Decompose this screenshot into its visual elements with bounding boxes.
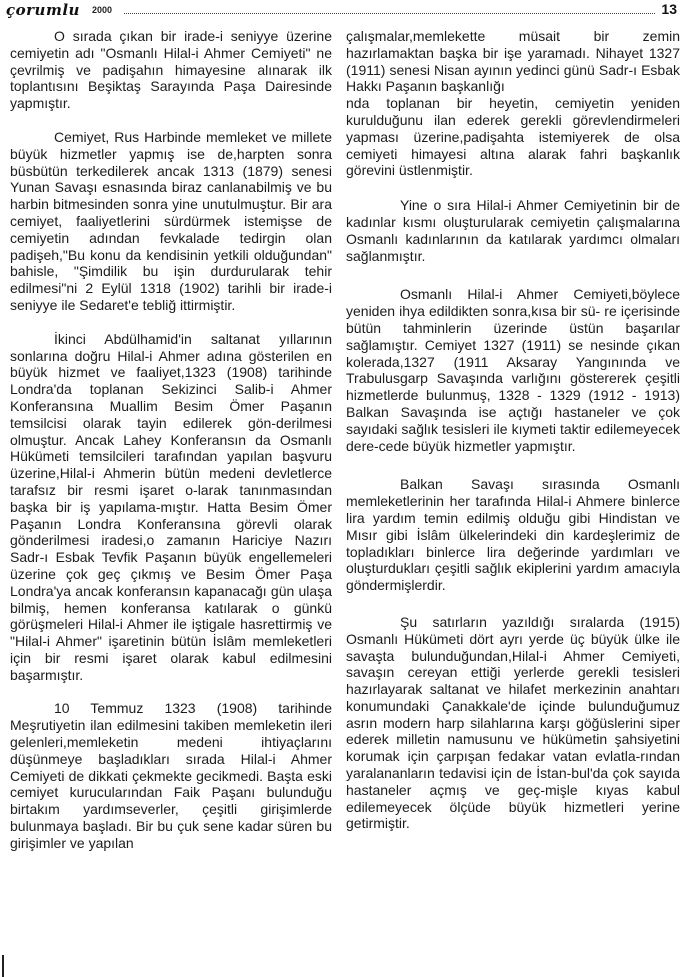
- left-column: [10, 28, 332, 852]
- paragraph: 10 Temmuz 1323 (1908) tarihinde Meşrutiyetin ilan edilmesini takiben memleketin ileri gelenleri,memleketin medeni ihtiyaçlarını düşünmeye başladıkları sırada Hilal-i Ahmer Cemiyeti de dikkati çekmekte gecikmedi. Başta eski cemiyet kurucularından Faik Paşanı bulunduğu birtakım yardımseverler, çeşitli girişimlerde bulunmaya başladı. Bir bu çuk sene kadar süren bu girişimler ve yapılan: [10, 700, 332, 851]
- right-column: [346, 28, 680, 832]
- page-number: 13: [661, 1, 677, 17]
- paragraph: O sırada çıkan bir irade-i seniyye üzerine cemiyetin adı "Osmanlı Hilal-i Ahmer Cemiyeti" ne çevrilmiş ve padişahın himayesine alınarak ilk toplantısını Beşiktaş Sarayında Paşa Dairesinde yapmıştır.: [10, 28, 332, 112]
- issue-year: 2000: [92, 5, 113, 15]
- paragraph: çalışmalar,memlekette müsait bir zemin hazırlamaktan başka bir işe yaramadı. Nihayet 1327 (1911) senesi Nisan ayının yedinci günü Sadr-ı Esbak Hakkı Paşanın başkanlığı: [346, 28, 680, 95]
- header-dotted-rule: [124, 13, 655, 14]
- magazine-title: çorumlu: [6, 1, 80, 19]
- paragraph: nda toplanan bir heyetin, cemiyetin yeniden kurulduğunu ilan ederek gerekli görevlendirmeleri yapması üzerine,padişahta istemiyerek de olsa cemiyeti himayesi altına alarak fahri başkanlık görevini üstlenmiştir.: [346, 95, 680, 179]
- paragraph: Osmanlı Hilal-i Ahmer Cemiyeti,böylece yeniden ihya edildikten sonra,kısa bir sü- re içerisinde bütün tahminlerin üzerinde üstün başarılar sağlamıştır. Cemiyet 1327 (1911) se nesinde çıkan kolerada,1327 (1911 Aksaray Yangınında ve Trabulusgarp Savaşında varlığını göstererek çeşitli hizmetlerde bulunmuş, 1328 - 1329 (1912 - 1913) Balkan Savaşında ise açtığı hastaneler ve çok sayıdaki sağlık tesisleri ile kıymeti taktir edilemeyecek dere-cede büyük hizmetler yapmıştır.: [346, 286, 680, 454]
- paragraph: Yine o sıra Hilal-i Ahmer Cemiyetinin bir de kadınlar kısmı oluşturularak cemiyetin çalışmalarına Osmanlı kadınlarının da katılarak yardımcı olmaları sağlanmıştır.: [346, 197, 680, 264]
- paragraph: İkinci Abdülhamid'in saltanat yıllarının sonlarına doğru Hilal-i Ahmer adına gösterilen en büyük hizmet ve faaliyet,1323 (1908) tarihinde Londra'da toplanan Sekizinci Salib-i Ahmer Konferansına Muallim Besim Ömer Paşanın temsilcisi olarak tayin edilerek gön-derilmesi olmuştur. Ancak Lahey Konferansın da Osmanlı Hükümeti temsilcileri tarafından yapılan başvuru üzerine,Hilal-i Ahmerin bütün medeni devletlerce tarafsız bir resmi işaret o-larak tanınmasından başka bir iş yapılama-mıştır. Hatta Besim Ömer Paşanın Londra Konferansına görevli olarak gönderilmesi iradesi,o zamanın Hariciye Nazırı Sadr-ı Esbak Tevfik Paşanın büyük engellemeleri üzerine çok geç çıkmış ve Besim Ömer Paşa Londra'ya ancak konferansın kapanacağı gün ulaşa bilmiş, hemen konferansa katılarak o günkü görüşmeleri Hilal-i Ahmer ile iştigale hasrettirmiş ve "Hilal-i Ahmer" işaretinin bütün İslâm memleketleri için bir resmi işaret olarak kabul edilmesini başarmıştır.: [10, 330, 332, 683]
- paragraph: Şu satırların yazıldığı sıralarda (1915) Osmanlı Hükümeti dört ayrı yerde üç büyük ülke ile savaşta bulunduğundan,Hilal-i Ahmer Cemiyeti, savaşın cereyan ettiği yerlerde gerekli tesisleri hazırlayarak saltanat ve hilafet merkezinin anahtarı konumundaki Çanakkale'de içinde bulunduğumuz asrın modern harp silahlarına karşı göğüslerini siper ederek milletin namusunu ve hükümetin şahsiyetini korumak için çarpışan fedakar vatan evlatla-rından yaralananların tedavisi için de İstan-bul'da çok sayıda hastaneler açmış ve geç-mişle kıyas kabul edilemeyecek ölçüde büyük hizmetleri yerine getirmiştir.: [346, 613, 680, 832]
- page-header: [6, 0, 677, 22]
- paragraph: Balkan Savaşı sırasında Osmanlı memleketlerinin her tarafında Hilal-i Ahmere binlerce lira yardım temin edilmiş olduğu gibi Hindistan ve Mısır gibi İslâm ülkelerindeki din kardeşlerimiz de topladıkları binlerce lira değerinde yardımları ve oluşturdukları çeşitli sağlık ekiplerini yardım amacıyla göndermişlerdir.: [346, 476, 680, 594]
- paragraph: Cemiyet, Rus Harbinde memleket ve millete büyük hizmetler yapmış ise de,harpten sonra büsbütün terkedilerek ancak 1313 (1879) senesi Yunan Savaşı esnasında biraz canlanabilmiş ve bu harbin bitmesinden sonra yine unutulmuştur. Bir ara cemiyet, faaliyetlerini sürdürmek istemişse de cemiyetin adından fevkalade tedirgin olan padişeh,"Bu konu da kendisinin yetkili olduğundan" bahisle, "Şimdilik bu işin durdurularak tehir edilmesi"ni 2 Eylül 1318 (1902) tarihli bir irade-i seniyye ile Sedaret'e tebliğ ittirmiştir.: [10, 128, 332, 313]
- margin-marker: [2, 955, 4, 977]
